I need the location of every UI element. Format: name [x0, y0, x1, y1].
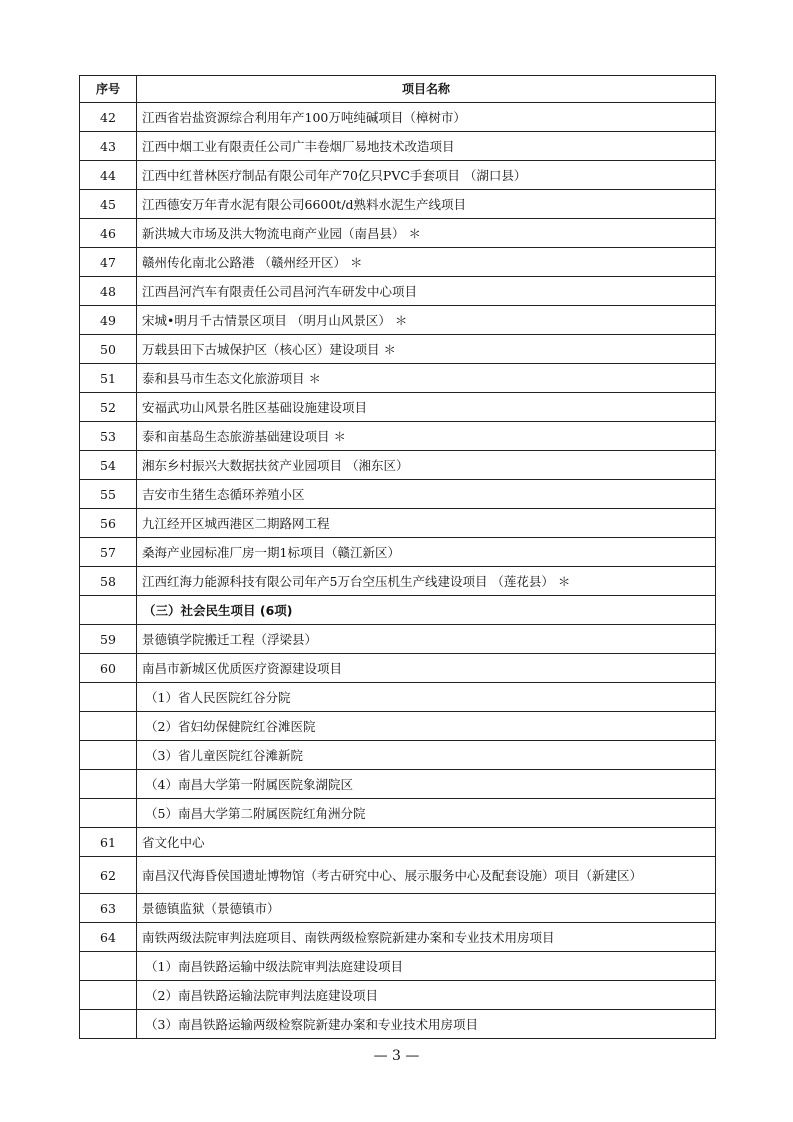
row-no: 49: [80, 306, 137, 335]
row-no: 55: [80, 480, 137, 509]
row-no: 51: [80, 364, 137, 393]
row-name: 赣州传化南北公路港 （赣州经开区） ＊: [137, 248, 716, 277]
table-row: [80, 480, 716, 509]
table-row: [80, 335, 716, 364]
table-row: [80, 894, 716, 923]
row-no: 44: [80, 161, 137, 190]
table-row: [80, 538, 716, 567]
sub-item-row: [80, 683, 716, 712]
row-name: 南昌汉代海昏侯国遗址博物馆（考古研究中心、展示服务中心及配套设施）项目（新建区）: [137, 857, 716, 894]
row-no: 50: [80, 335, 137, 364]
table-row: [80, 132, 716, 161]
row-no: 52: [80, 393, 137, 422]
row-no: [80, 683, 137, 712]
row-no: [80, 981, 137, 1010]
row-name: （5）南昌大学第二附属医院红角洲分院: [137, 799, 716, 828]
row-no: 56: [80, 509, 137, 538]
row-name: 安福武功山风景名胜区基础设施建设项目: [137, 393, 716, 422]
row-no: 58: [80, 567, 137, 596]
row-no: 57: [80, 538, 137, 567]
row-name: 泰和县马市生态文化旅游项目 ＊: [137, 364, 716, 393]
page-number: — 3 —: [373, 1048, 420, 1064]
row-name: 江西红海力能源科技有限公司年产5万台空压机生产线建设项目 （莲花县） ＊: [137, 567, 716, 596]
row-name: 江西省岩盐资源综合利用年产100万吨纯碱项目（樟树市）: [137, 103, 716, 132]
row-no: [80, 770, 137, 799]
row-name: （2）省妇幼保健院红谷滩医院: [137, 712, 716, 741]
sub-item-row: [80, 1010, 716, 1039]
table-row: [80, 509, 716, 538]
row-no: 45: [80, 190, 137, 219]
table-row: [80, 248, 716, 277]
row-no: 54: [80, 451, 137, 480]
row-no: [80, 741, 137, 770]
row-no: [80, 952, 137, 981]
table-row: [80, 923, 716, 952]
table-row: [80, 161, 716, 190]
table-row: [80, 364, 716, 393]
row-no: 62: [80, 857, 137, 894]
row-no: 59: [80, 625, 137, 654]
table-row: [80, 190, 716, 219]
table-row: [80, 857, 716, 894]
row-name: （3）省儿童医院红谷滩新院: [137, 741, 716, 770]
row-no: 42: [80, 103, 137, 132]
sub-item-row: [80, 981, 716, 1010]
row-name: 江西中红普林医疗制品有限公司年产70亿只PVC手套项目 （湖口县）: [137, 161, 716, 190]
row-no: 53: [80, 422, 137, 451]
table-row: [80, 219, 716, 248]
row-name: 宋城•明月千古情景区项目 （明月山风景区） ＊: [137, 306, 716, 335]
row-name: 泰和亩基岛生态旅游基础建设项目 ＊: [137, 422, 716, 451]
table-row: [80, 306, 716, 335]
category-title: （三）社会民生项目 (6项): [137, 596, 716, 625]
row-no: 64: [80, 923, 137, 952]
header-no: 序号: [80, 76, 137, 103]
table-row: [80, 625, 716, 654]
row-name: 万载县田下古城保护区（核心区）建设项目 ＊: [137, 335, 716, 364]
table-row: [80, 103, 716, 132]
row-name: 南昌市新城区优质医疗资源建设项目: [137, 654, 716, 683]
row-no: 46: [80, 219, 137, 248]
row-no: [80, 596, 137, 625]
table-row: [80, 277, 716, 306]
sub-item-row: [80, 952, 716, 981]
table-row: [80, 393, 716, 422]
table-row: [80, 654, 716, 683]
row-no: 60: [80, 654, 137, 683]
row-name: 景德镇监狱（景德镇市）: [137, 894, 716, 923]
sub-item-row: [80, 741, 716, 770]
row-name: 江西德安万年青水泥有限公司6600t/d熟料水泥生产线项目: [137, 190, 716, 219]
row-no: [80, 799, 137, 828]
row-no: [80, 712, 137, 741]
row-no: 63: [80, 894, 137, 923]
table-header-row: [80, 76, 716, 103]
table-row: [80, 567, 716, 596]
table-row: [80, 422, 716, 451]
row-name: 湘东乡村振兴大数据扶贫产业园项目 （湘东区）: [137, 451, 716, 480]
sub-item-row: [80, 799, 716, 828]
row-no: 61: [80, 828, 137, 857]
row-no: 43: [80, 132, 137, 161]
row-no: [80, 1010, 137, 1039]
row-name: 桑海产业园标准厂房一期1标项目（赣江新区）: [137, 538, 716, 567]
row-name: （3）南昌铁路运输两级检察院新建办案和专业技术用房项目: [137, 1010, 716, 1039]
row-name: 景德镇学院搬迁工程（浮梁县）: [137, 625, 716, 654]
table-row: [80, 828, 716, 857]
row-name: 江西昌河汽车有限责任公司昌河汽车研发中心项目: [137, 277, 716, 306]
row-name: 省文化中心: [137, 828, 716, 857]
row-name: （4）南昌大学第一附属医院象湖院区: [137, 770, 716, 799]
row-name: （2）南昌铁路运输法院审判法庭建设项目: [137, 981, 716, 1010]
header-name: 项目名称: [137, 76, 716, 103]
sub-item-row: [80, 770, 716, 799]
row-name: 南铁两级法院审判法庭项目、南铁两级检察院新建办案和专业技术用房项目: [137, 923, 716, 952]
row-no: 47: [80, 248, 137, 277]
sub-item-row: [80, 712, 716, 741]
row-name: 九江经开区城西港区二期路网工程: [137, 509, 716, 538]
project-table: [79, 75, 716, 1039]
row-name: 江西中烟工业有限责任公司广丰卷烟厂易地技术改造项目: [137, 132, 716, 161]
row-name: 新洪城大市场及洪大物流电商产业园（南昌县） ＊: [137, 219, 716, 248]
row-name: （1）省人民医院红谷分院: [137, 683, 716, 712]
category-row: [80, 596, 716, 625]
row-name: （1）南昌铁路运输中级法院审判法庭建设项目: [137, 952, 716, 981]
table-row: [80, 451, 716, 480]
row-name: 吉安市生猪生态循环养殖小区: [137, 480, 716, 509]
row-no: 48: [80, 277, 137, 306]
